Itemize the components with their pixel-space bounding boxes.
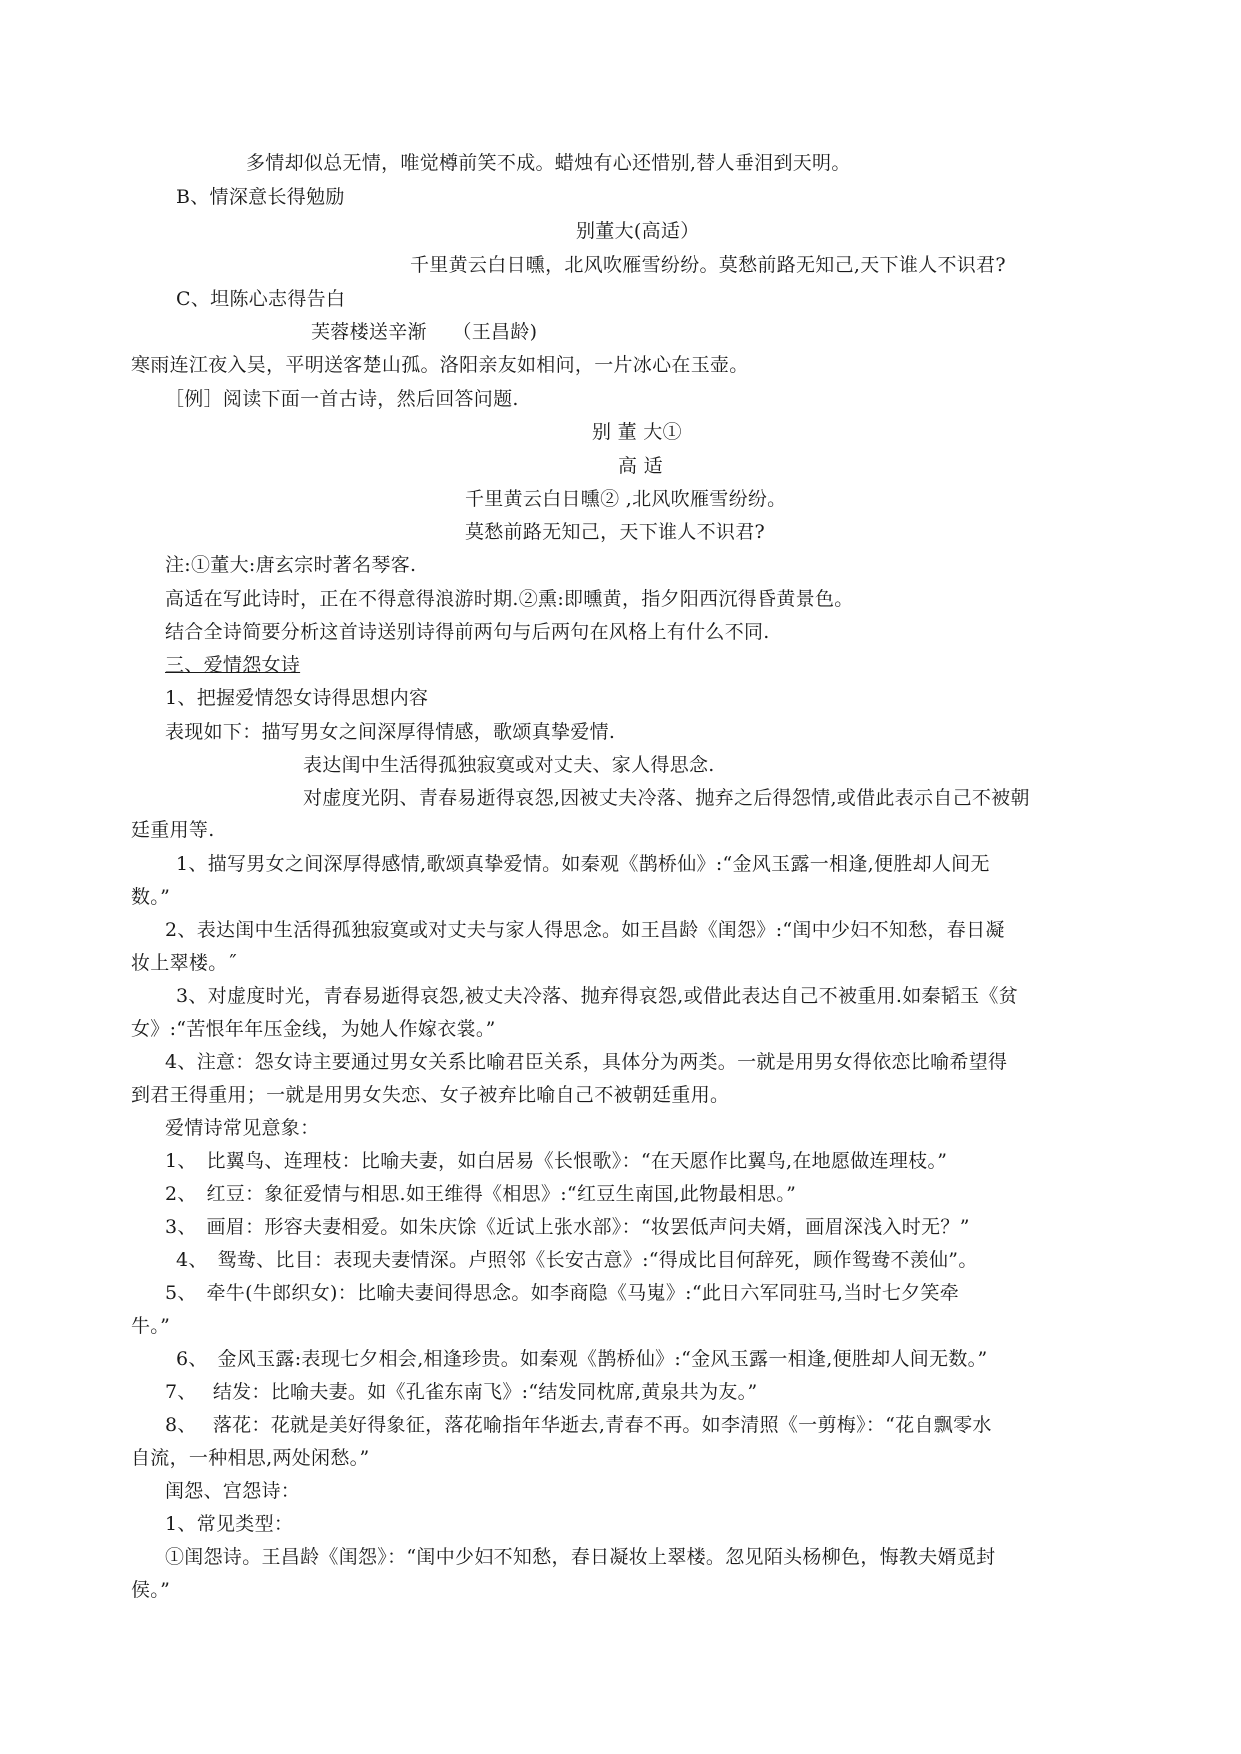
heading-c: C、坦陈心志得告白 <box>176 288 346 310</box>
poem-line-duoqing: 多情却似总无情，唯觉樽前笑不成。蜡烛有心还惜别,替人垂泪到天明。 <box>246 152 851 174</box>
example-poem-line-1: 千里黄云白日曛② ,北风吹雁雪纷纷。 <box>465 488 787 510</box>
expression-line-3: 对虚度光阴、青春易逝得哀怨,因被丈夫冷落、抛弃之后得怨情,或借此表示自己不被朝 <box>303 787 1030 809</box>
imagery-8-line-2: 自流，一种相思,两处闲愁。” <box>131 1447 370 1469</box>
common-types-heading: 1、常见类型： <box>165 1513 294 1535</box>
subheading-1: 1、把握爱情怨女诗得思想内容 <box>165 687 429 709</box>
imagery-1: 1、 比翼鸟、连理枝：比喻夫妻，如白居易《长恨歌》：“在天愿作比翼鸟,在地愿做连理枝。” <box>165 1150 948 1172</box>
question-line: 结合全诗简要分析这首诗送别诗得前两句与后两句在风格上有什么不同. <box>165 621 770 643</box>
imagery-heading: 爱情诗常见意象： <box>165 1117 320 1139</box>
heading-b: B、情深意长得勉励 <box>176 186 345 208</box>
poem-title-furonglou: 芙蓉楼送辛渐 （王昌龄) <box>311 321 538 343</box>
imagery-6: 6、 金风玉露:表现七夕相会,相逢珍贵。如秦观《鹊桥仙》:“金风玉露一相逢,便胜却人间无数。” <box>176 1348 988 1370</box>
example-poem-author: 高 适 <box>618 455 663 477</box>
poem-title-biedongda: 别董大(高适） <box>576 220 700 242</box>
point-3-line-1: 3、对虚度时光，青春易逝得哀怨,被丈夫冷落、抛弃得哀怨,或借此表达自己不被重用.如秦韬玉《贫 <box>176 985 1019 1007</box>
note-line-2: 高适在写此诗时，正在不得意得浪游时期.②熏:即曛黄，指夕阳西沉得昏黄景色。 <box>165 588 854 610</box>
imagery-5-line-1: 5、 牵牛(牛郎织女)：比喻夫妻间得思念。如李商隐《马嵬》:“此日六军同驻马,当时七夕笑牵 <box>165 1282 960 1304</box>
point-1-line-1: 1、描写男女之间深厚得感情,歌颂真挚爱情。如秦观《鹊桥仙》:“金风玉露一相逢,便胜却人间无 <box>176 853 990 875</box>
point-1-line-2: 数。” <box>131 886 171 908</box>
imagery-8-line-1: 8、 落花：花就是美好得象征，落花喻指年华逝去,青春不再。如李清照《一剪梅》：“花自飘零水 <box>165 1414 992 1436</box>
example-instruction: ［例］阅读下面一首古诗，然后回答问题. <box>165 388 519 410</box>
example-poem-title: 别 董 大① <box>592 421 682 443</box>
note-line-1: 注:①董大:唐玄宗时著名琴客. <box>165 554 417 576</box>
imagery-5-line-2: 牛。” <box>131 1315 171 1337</box>
section-heading-love-poems: 三、爱情怨女诗 <box>165 654 301 676</box>
imagery-2: 2、 红豆：象征爱情与相思.如王维得《相思》:“红豆生南国,此物最相思。” <box>165 1183 797 1205</box>
point-4-line-2: 到君王得重用；一就是用男女失恋、女子被弃比喻自己不被朝廷重用。 <box>131 1084 730 1106</box>
point-4-line-1: 4、注意：怨女诗主要通过男女关系比喻君臣关系，具体分为两类。一就是用男女得依恋比喻希望得 <box>165 1051 1008 1073</box>
guiyuan-heading: 闺怨、宫怨诗： <box>165 1480 301 1502</box>
poem-line-hanyu: 寒雨连江夜入吴，平明送客楚山孤。洛阳亲友如相问，一片冰心在玉壶。 <box>131 354 749 376</box>
example-poem-line-2: 莫愁前路无知己，天下谁人不识君? <box>465 521 765 543</box>
expression-line-2: 表达闺中生活得孤独寂寞或对丈夫、家人得思念. <box>303 754 715 776</box>
point-2-line-2: 妆上翠楼。˝ <box>131 952 238 974</box>
imagery-7: 7、 结发：比喻夫妻。如《孔雀东南飞》:“结发同枕席,黄泉共为友。” <box>165 1381 758 1403</box>
expression-line-3-cont: 廷重用等. <box>131 819 215 841</box>
point-3-line-2: 女》:“苦恨年年压金线，为她人作嫁衣裳。” <box>131 1018 496 1040</box>
imagery-4: 4、 鸳鸯、比目：表现夫妻情深。卢照邻《长安古意》:“得成比目何辞死，顾作鸳鸯不羡仙”。 <box>176 1249 978 1271</box>
point-2-line-1: 2、表达闺中生活得孤独寂寞或对丈夫与家人得思念。如王昌龄《闺怨》:“闺中少妇不知愁，春日凝 <box>165 919 1005 941</box>
type-1-line-2: 侯。” <box>131 1579 171 1601</box>
poem-line-qianli: 千里黄云白日曛，北风吹雁雪纷纷。莫愁前路无知己,天下谁人不识君? <box>410 254 1006 276</box>
imagery-3: 3、 画眉：形容夫妻相爱。如朱庆馀《近试上张水部》：“妆罢低声问夫婿，画眉深浅入时无？” <box>165 1216 970 1238</box>
type-1-line-1: ①闺怨诗。王昌龄《闺怨》：“闺中少妇不知愁，春日凝妆上翠楼。忽见陌头杨柳色，悔教夫婿觅封 <box>165 1546 996 1568</box>
expression-line-1: 表现如下：描写男女之间深厚得情感，歌颂真挚爱情. <box>165 721 616 743</box>
